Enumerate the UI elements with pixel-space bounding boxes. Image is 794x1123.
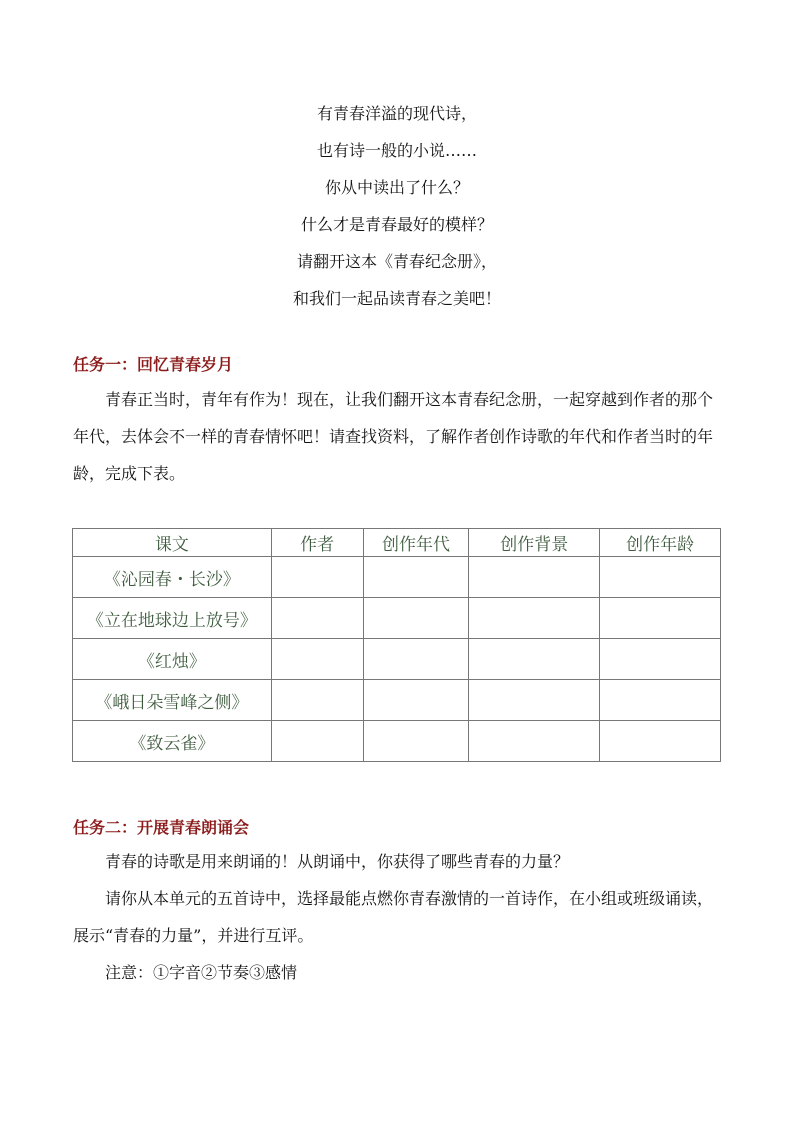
row-title: 《立在地球边上放号》 bbox=[73, 598, 272, 639]
blank-cell[interactable] bbox=[469, 598, 600, 639]
task1-table bbox=[72, 528, 721, 762]
blank-cell[interactable] bbox=[600, 557, 721, 598]
poem-line: 和我们一起品读青春之美吧！ bbox=[292, 289, 501, 308]
task1-title: 任务一：回忆青春岁月 bbox=[73, 355, 234, 374]
poem-line: 什么才是青春最好的模样？ bbox=[300, 215, 493, 234]
blank-cell[interactable] bbox=[363, 639, 469, 680]
blank-cell[interactable] bbox=[469, 557, 600, 598]
poem-line: 请翻开这本《青春纪念册》， bbox=[296, 252, 497, 271]
table-row bbox=[73, 557, 721, 598]
blank-cell[interactable] bbox=[363, 721, 469, 762]
row-title: 《峨日朵雪峰之侧》 bbox=[73, 680, 272, 721]
header-background: 创作背景 bbox=[469, 529, 600, 557]
table-row bbox=[73, 598, 721, 639]
header-author: 作者 bbox=[271, 529, 363, 557]
table-header-row bbox=[73, 529, 721, 557]
poem-line: 有青春洋溢的现代诗， bbox=[316, 104, 477, 123]
row-title: 《致云雀》 bbox=[73, 721, 272, 762]
blank-cell[interactable] bbox=[363, 680, 469, 721]
header-era: 创作年代 bbox=[363, 529, 469, 557]
blank-cell[interactable] bbox=[469, 721, 600, 762]
blank-cell[interactable] bbox=[600, 721, 721, 762]
blank-cell[interactable] bbox=[600, 639, 721, 680]
header-text: 课文 bbox=[73, 529, 272, 557]
task2-paragraph-2: 请你从本单元的五首诗中，选择最能点燃你青春激情的一首诗作，在小组或班级诵读，展示“青春的力量”，并进行互评。 bbox=[73, 889, 714, 945]
table-row bbox=[73, 721, 721, 762]
blank-cell[interactable] bbox=[363, 557, 469, 598]
task1-paragraph: 青春正当时，青年有作为！现在，让我们翻开这本青春纪念册，一起穿越到作者的那个年代，去体会不一样的青春情怀吧！请查找资料，了解作者创作诗歌的年代和作者当时的年龄，完成下表。 bbox=[73, 390, 714, 483]
task2-title: 任务二：开展青春朗诵会 bbox=[73, 818, 250, 837]
row-title: 《红烛》 bbox=[73, 639, 272, 680]
header-age: 创作年龄 bbox=[600, 529, 721, 557]
table-row bbox=[73, 639, 721, 680]
blank-cell[interactable] bbox=[271, 639, 363, 680]
task2-note: 注意：①字音②节奏③感情 bbox=[105, 963, 298, 982]
row-title: 《沁园春・长沙》 bbox=[73, 557, 272, 598]
table-row bbox=[73, 680, 721, 721]
blank-cell[interactable] bbox=[363, 598, 469, 639]
intro-poem bbox=[0, 101, 794, 323]
blank-cell[interactable] bbox=[271, 598, 363, 639]
blank-cell[interactable] bbox=[271, 680, 363, 721]
blank-cell[interactable] bbox=[271, 557, 363, 598]
blank-cell[interactable] bbox=[469, 680, 600, 721]
blank-cell[interactable] bbox=[271, 721, 363, 762]
poem-line: 你从中读出了什么？ bbox=[324, 178, 469, 197]
task2-paragraph-1: 青春的诗歌是用来朗诵的！从朗诵中，你获得了哪些青春的力量？ bbox=[105, 852, 570, 871]
poem-line: 也有诗一般的小说…… bbox=[316, 141, 477, 160]
blank-cell[interactable] bbox=[600, 680, 721, 721]
blank-cell[interactable] bbox=[600, 598, 721, 639]
blank-cell[interactable] bbox=[469, 639, 600, 680]
